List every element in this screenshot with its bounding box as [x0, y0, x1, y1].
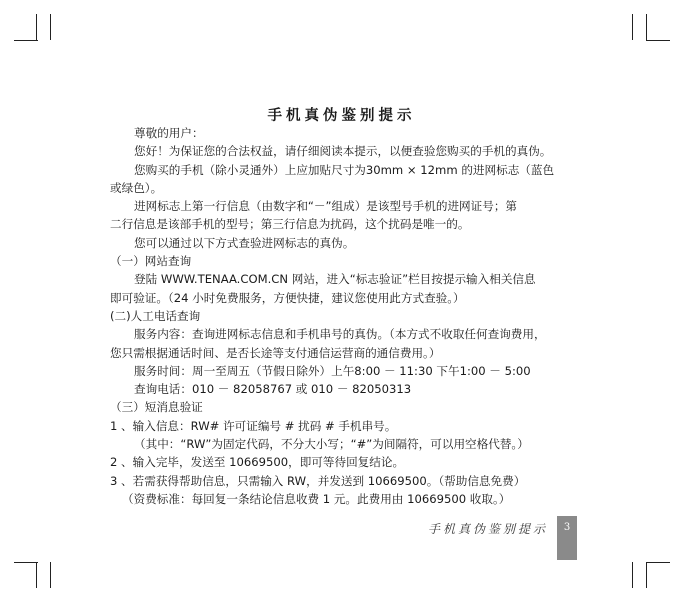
document-body: [110, 124, 575, 508]
page-title: 手机真伪鉴别提示: [267, 108, 416, 124]
sms-step-2: 2 、输入完毕，发送至 10669500，即可等待回复结论。: [110, 455, 405, 470]
paragraph-service-content-cont: 您只需根据通话时间、是否长途等支付通信运营商的通信费用。）: [110, 345, 441, 360]
paragraph-service-hours: 服务时间：周一至周五（节假日除外）上午8:00 － 11:30 下午1:00 － 5:00: [134, 363, 531, 378]
section-heading-website: （一）网站查询: [110, 254, 192, 269]
crop-mark-top-left-v: [36, 14, 37, 40]
crop-mark-bottom-left-h: [14, 562, 38, 563]
paragraph-methods: 您可以通过以下方式查验进网标志的真伪。: [134, 235, 355, 250]
sms-fee-note: （资费标准：每回复一条结论信息收费 1 元。此费用由 10669500 收取。）: [122, 491, 511, 506]
sms-step-3: 3 、若需获得帮助信息，只需输入 RW，并发送到 10669500。（帮助信息免费）: [110, 473, 526, 488]
crop-mark-top-left-v2: [50, 14, 51, 40]
section-heading-sms: （三）短消息验证: [110, 400, 203, 415]
paragraph-service-phone: 查询电话：010 － 82058767 或 010 － 82050313: [134, 382, 412, 397]
greeting: 尊敬的用户：: [134, 126, 204, 140]
paragraph-label-info-cont: 二行信息是该部手机的型号；第三行信息为扰码，这个扰码是唯一的。: [110, 217, 470, 232]
paragraph-label-size-cont: 或绿色）。: [110, 180, 163, 195]
crop-mark-bottom-left-v: [36, 562, 37, 588]
section-heading-phone: (二)人工电话查询: [110, 308, 201, 323]
page-number-badge: [557, 516, 577, 560]
crop-mark-bottom-right-v2: [646, 562, 647, 588]
crop-mark-bottom-right-v: [632, 562, 633, 588]
sms-step-1: 1 、输入信息：RW# 许可证编号 # 扰码 # 手机串号。: [110, 418, 397, 433]
crop-mark-top-right-v2: [646, 14, 647, 40]
paragraph-label-size: 您购买的手机（除小灵通外）上应加贴尺寸为30mm × 12mm 的进网标志（蓝色: [134, 162, 555, 177]
page-number: 3: [563, 522, 571, 533]
paragraph-website: 登陆 WWW.TENAA.COM.CN 网站，进入“标志验证”栏目按提示输入相关信息: [134, 272, 536, 287]
crop-mark-bottom-left-v2: [50, 562, 51, 588]
crop-mark-top-right-v: [632, 14, 633, 40]
paragraph-website-cont: 即可验证。（24 小时免费服务，方便快捷，建议您使用此方式查验。）: [110, 290, 465, 305]
paragraph-intro: 您好！为保证您的合法权益，请仔细阅读本提示，以便查验您购买的手机的真伪。: [134, 144, 552, 159]
paragraph-label-info: 进网标志上第一行信息（由数字和“－”组成）是该型号手机的进网证号；第: [134, 199, 518, 214]
running-footer-title: 手机真伪鉴别提示: [428, 522, 549, 536]
paragraph-service-content: 服务内容：查询进网标志信息和手机串号的真伪。（本方式不收取任何查询费用，: [134, 327, 546, 342]
crop-mark-top-right-h: [646, 40, 670, 41]
crop-mark-top-left-h: [14, 40, 38, 41]
crop-mark-bottom-right-h: [646, 562, 670, 563]
sms-step-1-note: （其中：“RW”为固定代码，不分大小写；“#”为间隔符，可以用空格代替。）: [134, 437, 529, 452]
